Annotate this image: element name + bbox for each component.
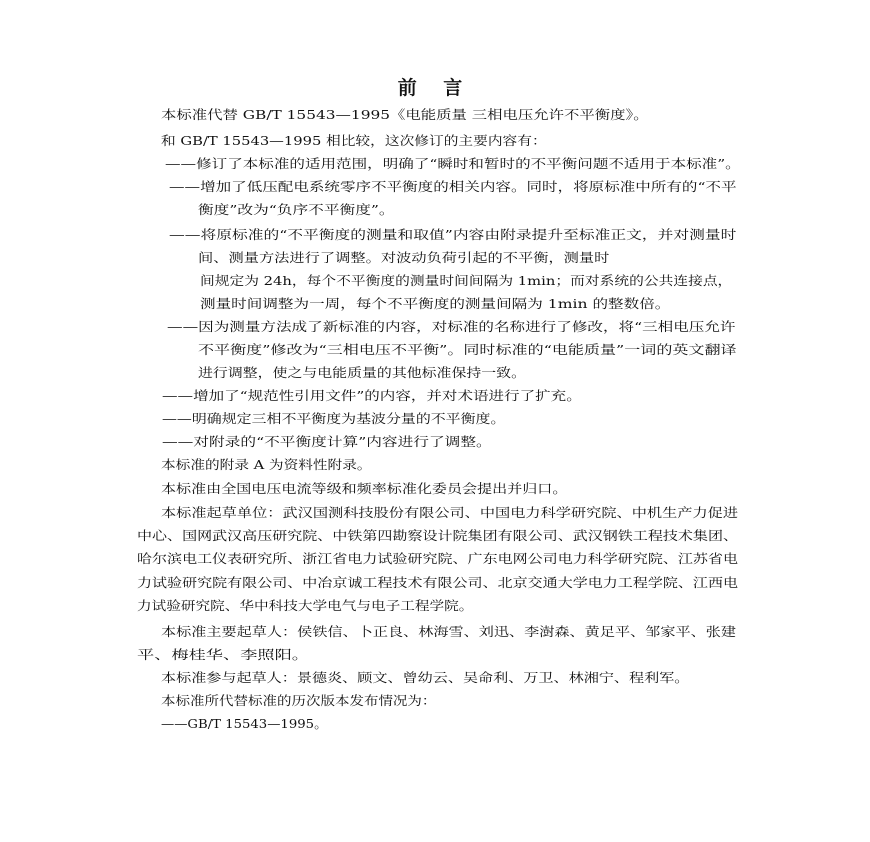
change-item-appendix: ——对附录的“不平衡度计算”内容进行了调整。 — [162, 434, 492, 449]
paragraph-drafting-units-cont-3: 力试验研究院有限公司、中冶京诚工程技术有限公司、北京交通大学电力工程学院、江西电 — [137, 575, 739, 590]
change-item-measurement-cont-1: 间、测量方法进行了调整。对波动负荷引起的不平衡，测量时 — [198, 250, 610, 265]
paragraph-committee: 本标准由全国电压电流等级和频率标准化委员会提出并归口。 — [161, 481, 568, 496]
paragraph-drafting-units-cont-1: 中心、国网武汉高压研究院、中铁第四勘察设计院集团有限公司、武汉钢铁工程技术集团、 — [137, 528, 739, 543]
paragraph-participating-drafters: 本标准参与起草人：景德炎、顾文、曾幼云、吴命利、万卫、林湘宁、程利军。 — [161, 670, 690, 685]
change-item-measurement: ——将原标准的“不平衡度的测量和取值”内容由附录提升至标准正文，并对测量时 — [169, 227, 737, 242]
paragraph-version-history: 本标准所代替标准的历次版本发布情况为： — [161, 693, 437, 708]
change-item-title-cont-2: 进行调整，使之与电能质量的其他标准保持一致。 — [198, 365, 527, 380]
paragraph-drafting-units-cont-2: 哈尔滨电工仪表研究所、浙江省电力试验研究院、广东电网公司电力科学研究院、江苏省电 — [137, 551, 739, 566]
change-item-measurement-cont-3: 测量时间调整为一周，每个不平衡度的测量间隔为 1min 的整数倍。 — [200, 296, 671, 311]
page-title: 前 言 — [397, 77, 473, 99]
paragraph-drafting-units: 本标准起草单位：武汉国测科技股份有限公司、中国电力科学研究院、中机生产力促进 — [161, 505, 739, 520]
paragraph-main-drafters-cont: 平、梅桂华、李照阳。 — [137, 647, 310, 662]
change-item-fundamental: ——明确规定三相不平衡度为基波分量的不平衡度。 — [162, 411, 506, 426]
change-item-zero-sequence-cont: 衡度”改为“负序不平衡度”。 — [198, 202, 395, 217]
change-item-zero-sequence: ——增加了低压配电系统零序不平衡度的相关内容。同时，将原标准中所有的“不平 — [169, 179, 737, 194]
change-item-title: ——因为测量方法成了新标准的内容，对标准的名称进行了修改，将“三相电压允许 — [167, 319, 736, 334]
paragraph-drafting-units-cont-4: 力试验研究院、华中科技大学电气与电子工程学院。 — [137, 598, 474, 613]
paragraph-comparison: 和 GB/T 15543—1995 相比较，这次修订的主要内容有： — [161, 133, 547, 148]
change-item-title-cont-1: 不平衡度”修改为“三相电压不平衡”。同时标准的“电能质量”一词的英文翻译 — [198, 342, 737, 357]
paragraph-appendix-a: 本标准的附录 A 为资料性附录。 — [161, 457, 372, 472]
paragraph-main-drafters: 本标准主要起草人：侯铁信、卜正良、林海雪、刘迅、李澍森、黄足平、邹家平、张建 — [161, 624, 737, 639]
version-history-item: ——GB/T 15543—1995。 — [161, 716, 328, 731]
change-item-scope: ——修订了本标准的适用范围，明确了“瞬时和暂时的不平衡问题不适用于本标准”。 — [165, 156, 741, 171]
change-item-measurement-cont-2: 间规定为 24h，每个不平衡度的测量时间间隔为 1min；而对系统的公共连接点， — [200, 273, 733, 288]
paragraph-supersedes: 本标准代替 GB/T 15543—1995《电能质量 三相电压允许不平衡度》。 — [161, 107, 649, 122]
change-item-normative-references: ——增加了“规范性引用文件”的内容，并对术语进行了扩充。 — [162, 388, 582, 403]
